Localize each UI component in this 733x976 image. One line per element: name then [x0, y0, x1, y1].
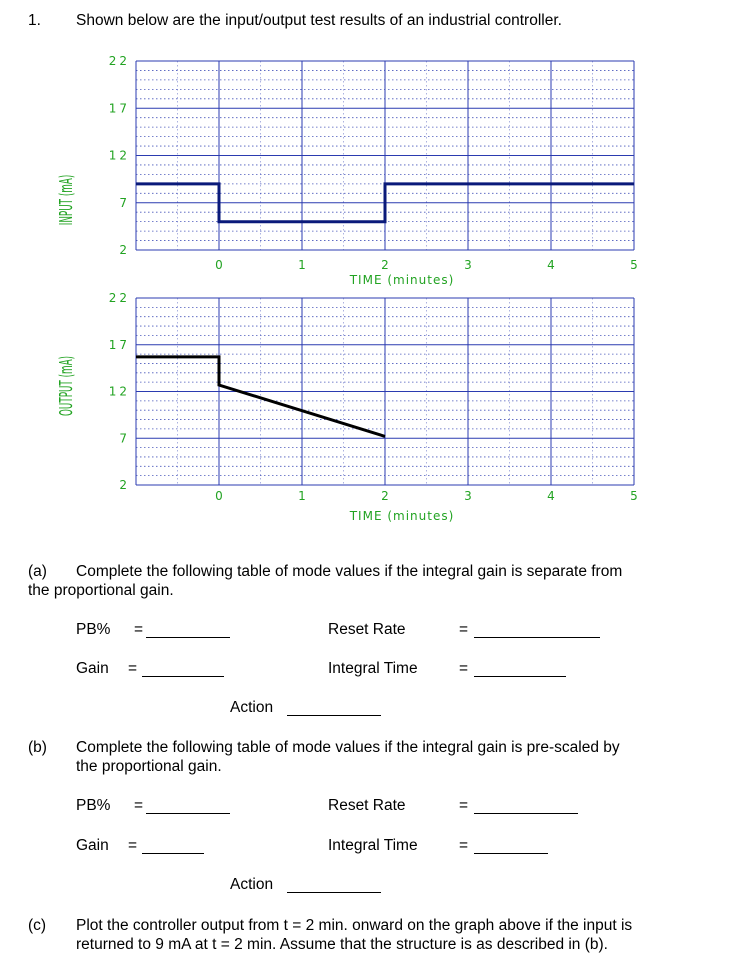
part-c-text-1: Plot the controller output from t = 2 min. onward on the graph above if the input is — [76, 917, 633, 934]
part-b-text-2: the proportional gain. — [76, 758, 222, 775]
part-b-reset-rate-eq: = — [459, 797, 469, 814]
part-c-label: (c) — [28, 917, 47, 934]
part-a-reset-rate-eq: = — [459, 621, 469, 638]
input-chart-x-ticks — [215, 258, 638, 272]
input-y-tick-label: 22 — [108, 54, 130, 68]
part-a-reset-rate-blank[interactable] — [474, 623, 600, 638]
input-x-tick-label: 0 — [215, 258, 223, 272]
input-chart-xlabel: TIME (minutes) — [349, 273, 455, 287]
part-b-gain-blank[interactable] — [142, 839, 204, 854]
input-x-tick-label: 2 — [381, 258, 389, 272]
input-y-tick-label: 12 — [108, 148, 130, 163]
output-chart-ylabel: OUTPUT (mA) — [56, 355, 78, 417]
part-a-pb-blank[interactable] — [146, 623, 230, 638]
part-a-pb-eq: = — [134, 621, 144, 638]
part-a-label: (a) — [28, 563, 47, 580]
input-x-tick-label: 4 — [547, 258, 555, 272]
output-y-tick-label: 17 — [108, 337, 130, 352]
output-x-tick-label: 0 — [215, 489, 223, 503]
question-intro: Shown below are the input/output test results of an industrial controller. — [76, 12, 562, 29]
question-number: 1. — [28, 12, 41, 29]
part-a-integral-time-label: Integral Time — [328, 660, 418, 677]
part-b-pb-blank[interactable] — [146, 799, 230, 814]
input-y-tick-label: 17 — [108, 101, 130, 116]
part-a-gain-eq: = — [128, 660, 138, 677]
output-y-tick-label: 22 — [108, 291, 130, 305]
output-x-tick-label: 1 — [298, 489, 306, 503]
output-signal-line — [136, 357, 385, 437]
input-x-tick-label: 5 — [630, 258, 638, 272]
input-chart-y-ticks — [109, 54, 130, 257]
part-b-pb-eq: = — [134, 797, 144, 814]
output-x-tick-label: 5 — [630, 489, 638, 503]
part-b-reset-rate-blank[interactable] — [474, 799, 578, 814]
output-chart-xlabel: TIME (minutes) — [349, 509, 455, 523]
part-a-pb-label: PB% — [76, 621, 111, 638]
output-y-tick-label: 2 — [119, 478, 130, 492]
part-b-pb-label: PB% — [76, 797, 111, 814]
part-b-gain-eq: = — [128, 837, 138, 854]
output-chart-y-ticks — [109, 291, 130, 492]
part-a-integral-time-blank[interactable] — [474, 662, 566, 677]
output-chart-grid — [136, 298, 634, 485]
part-b-label: (b) — [28, 739, 47, 756]
part-b-action-blank[interactable] — [287, 878, 381, 893]
part-b-integral-time-label: Integral Time — [328, 837, 418, 854]
part-a-action-label: Action — [230, 699, 274, 716]
output-chart — [50, 283, 650, 528]
part-a-text-2: the proportional gain. — [28, 582, 174, 599]
output-x-tick-label: 2 — [381, 489, 389, 503]
part-a-gain-blank[interactable] — [142, 662, 224, 677]
input-chart-ylabel: INPUT (mA) — [56, 174, 78, 226]
input-chart — [50, 50, 650, 295]
part-b-reset-rate-label: Reset Rate — [328, 797, 406, 814]
part-a-text-1: Complete the following table of mode values if the integral gain is separate from — [76, 563, 623, 580]
input-y-tick-label: 2 — [119, 243, 130, 257]
part-b-gain-label: Gain — [76, 837, 109, 854]
input-x-tick-label: 3 — [464, 258, 472, 272]
input-x-tick-label: 1 — [298, 258, 306, 272]
part-a-action-blank[interactable] — [287, 701, 381, 716]
output-y-tick-label: 7 — [119, 431, 130, 446]
part-b-integral-time-eq: = — [459, 837, 469, 854]
output-x-tick-label: 3 — [464, 489, 472, 503]
part-a-integral-time-eq: = — [459, 660, 469, 677]
output-y-tick-label: 12 — [108, 384, 130, 399]
part-b-text-1: Complete the following table of mode values if the integral gain is pre-scaled by — [76, 739, 620, 756]
part-a-gain-label: Gain — [76, 660, 109, 677]
output-x-tick-label: 4 — [547, 489, 555, 503]
part-a-reset-rate-label: Reset Rate — [328, 621, 406, 638]
part-b-action-label: Action — [230, 876, 274, 893]
input-y-tick-label: 7 — [119, 195, 130, 210]
part-c-text-2: returned to 9 mA at t = 2 min. Assume that the structure is as described in (b). — [76, 936, 608, 953]
part-b-integral-time-blank[interactable] — [474, 839, 548, 854]
output-chart-x-ticks — [215, 489, 638, 503]
